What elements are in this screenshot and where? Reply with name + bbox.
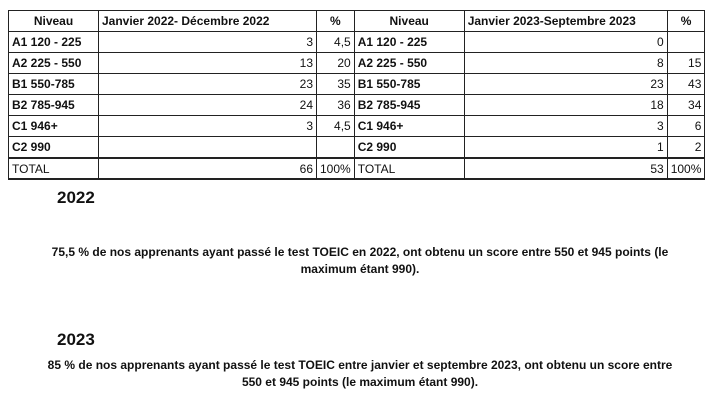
header-period-2023: Janvier 2023-Septembre 2023: [464, 11, 667, 32]
year-heading-2022: 2022: [57, 188, 95, 207]
header-pct-2022: %: [317, 11, 355, 32]
table-row: [9, 53, 705, 74]
cell-level-2022: A2 225 - 550: [9, 53, 99, 74]
header-period-2022: Janvier 2022- Décembre 2022: [99, 11, 317, 32]
cell-pct-2023: 6: [667, 116, 705, 137]
table-row: [9, 116, 705, 137]
cell-level-2023: B1 550-785: [354, 74, 464, 95]
toeic-results-table: [8, 10, 705, 180]
summary-2023-line1: 85 % de nos apprenants ayant passé le test TOEIC entre janvier et septembre 2023, ont obtenu un score entre: [47, 358, 673, 372]
header-pct-2023: %: [667, 11, 705, 32]
summary-2022: [20, 244, 700, 278]
summary-2023: [20, 357, 700, 391]
cell-count-2022: [99, 137, 317, 159]
table-row: [9, 137, 705, 159]
total-pct-2022: 100%: [317, 158, 355, 179]
cell-count-2022: 3: [99, 32, 317, 53]
total-pct-2023: 100%: [667, 158, 705, 179]
summary-2022-line1: 75,5 % de nos apprenants ayant passé le test TOEIC en 2022, ont obtenu un score entre 550 et 945 points (le: [51, 245, 669, 259]
table-row: [9, 95, 705, 116]
total-count-2023: 53: [464, 158, 667, 179]
total-count-2022: 66: [99, 158, 317, 179]
cell-count-2023: 1: [464, 137, 667, 159]
total-label-2023: TOTAL: [354, 158, 464, 179]
cell-level-2022: A1 120 - 225: [9, 32, 99, 53]
cell-level-2022: C2 990: [9, 137, 99, 159]
table-header-row: [9, 11, 705, 32]
cell-pct-2023: 15: [667, 53, 705, 74]
cell-level-2023: B2 785-945: [354, 95, 464, 116]
summary-2022-line2: maximum étant 990).: [300, 262, 420, 276]
cell-pct-2022: 20: [317, 53, 355, 74]
header-niveau-2023: Niveau: [354, 11, 464, 32]
cell-count-2023: 0: [464, 32, 667, 53]
cell-pct-2022: 4,5: [317, 32, 355, 53]
table-body: [9, 32, 705, 180]
cell-level-2023: A1 120 - 225: [354, 32, 464, 53]
cell-level-2023: C2 990: [354, 137, 464, 159]
cell-pct-2022: 35: [317, 74, 355, 95]
total-label-2022: TOTAL: [9, 158, 99, 179]
cell-count-2023: 23: [464, 74, 667, 95]
cell-level-2022: C1 946+: [9, 116, 99, 137]
cell-count-2023: 3: [464, 116, 667, 137]
year-heading-2023: 2023: [57, 330, 95, 349]
cell-pct-2022: 4,5: [317, 116, 355, 137]
header-niveau-2022: Niveau: [9, 11, 99, 32]
cell-level-2022: B2 785-945: [9, 95, 99, 116]
cell-pct-2022: [317, 137, 355, 159]
cell-count-2022: 13: [99, 53, 317, 74]
cell-level-2022: B1 550-785: [9, 74, 99, 95]
cell-pct-2023: 43: [667, 74, 705, 95]
cell-count-2022: 3: [99, 116, 317, 137]
table-row: [9, 74, 705, 95]
cell-pct-2022: 36: [317, 95, 355, 116]
cell-level-2023: C1 946+: [354, 116, 464, 137]
cell-level-2023: A2 225 - 550: [354, 53, 464, 74]
cell-count-2023: 8: [464, 53, 667, 74]
cell-count-2023: 18: [464, 95, 667, 116]
cell-pct-2023: [667, 32, 705, 53]
cell-count-2022: 24: [99, 95, 317, 116]
cell-pct-2023: 34: [667, 95, 705, 116]
table-row: [9, 32, 705, 53]
summary-2023-line2: 550 et 945 points (le maximum étant 990).: [241, 375, 479, 389]
cell-pct-2023: 2: [667, 137, 705, 159]
cell-count-2022: 23: [99, 74, 317, 95]
table-row-total: [9, 158, 705, 179]
